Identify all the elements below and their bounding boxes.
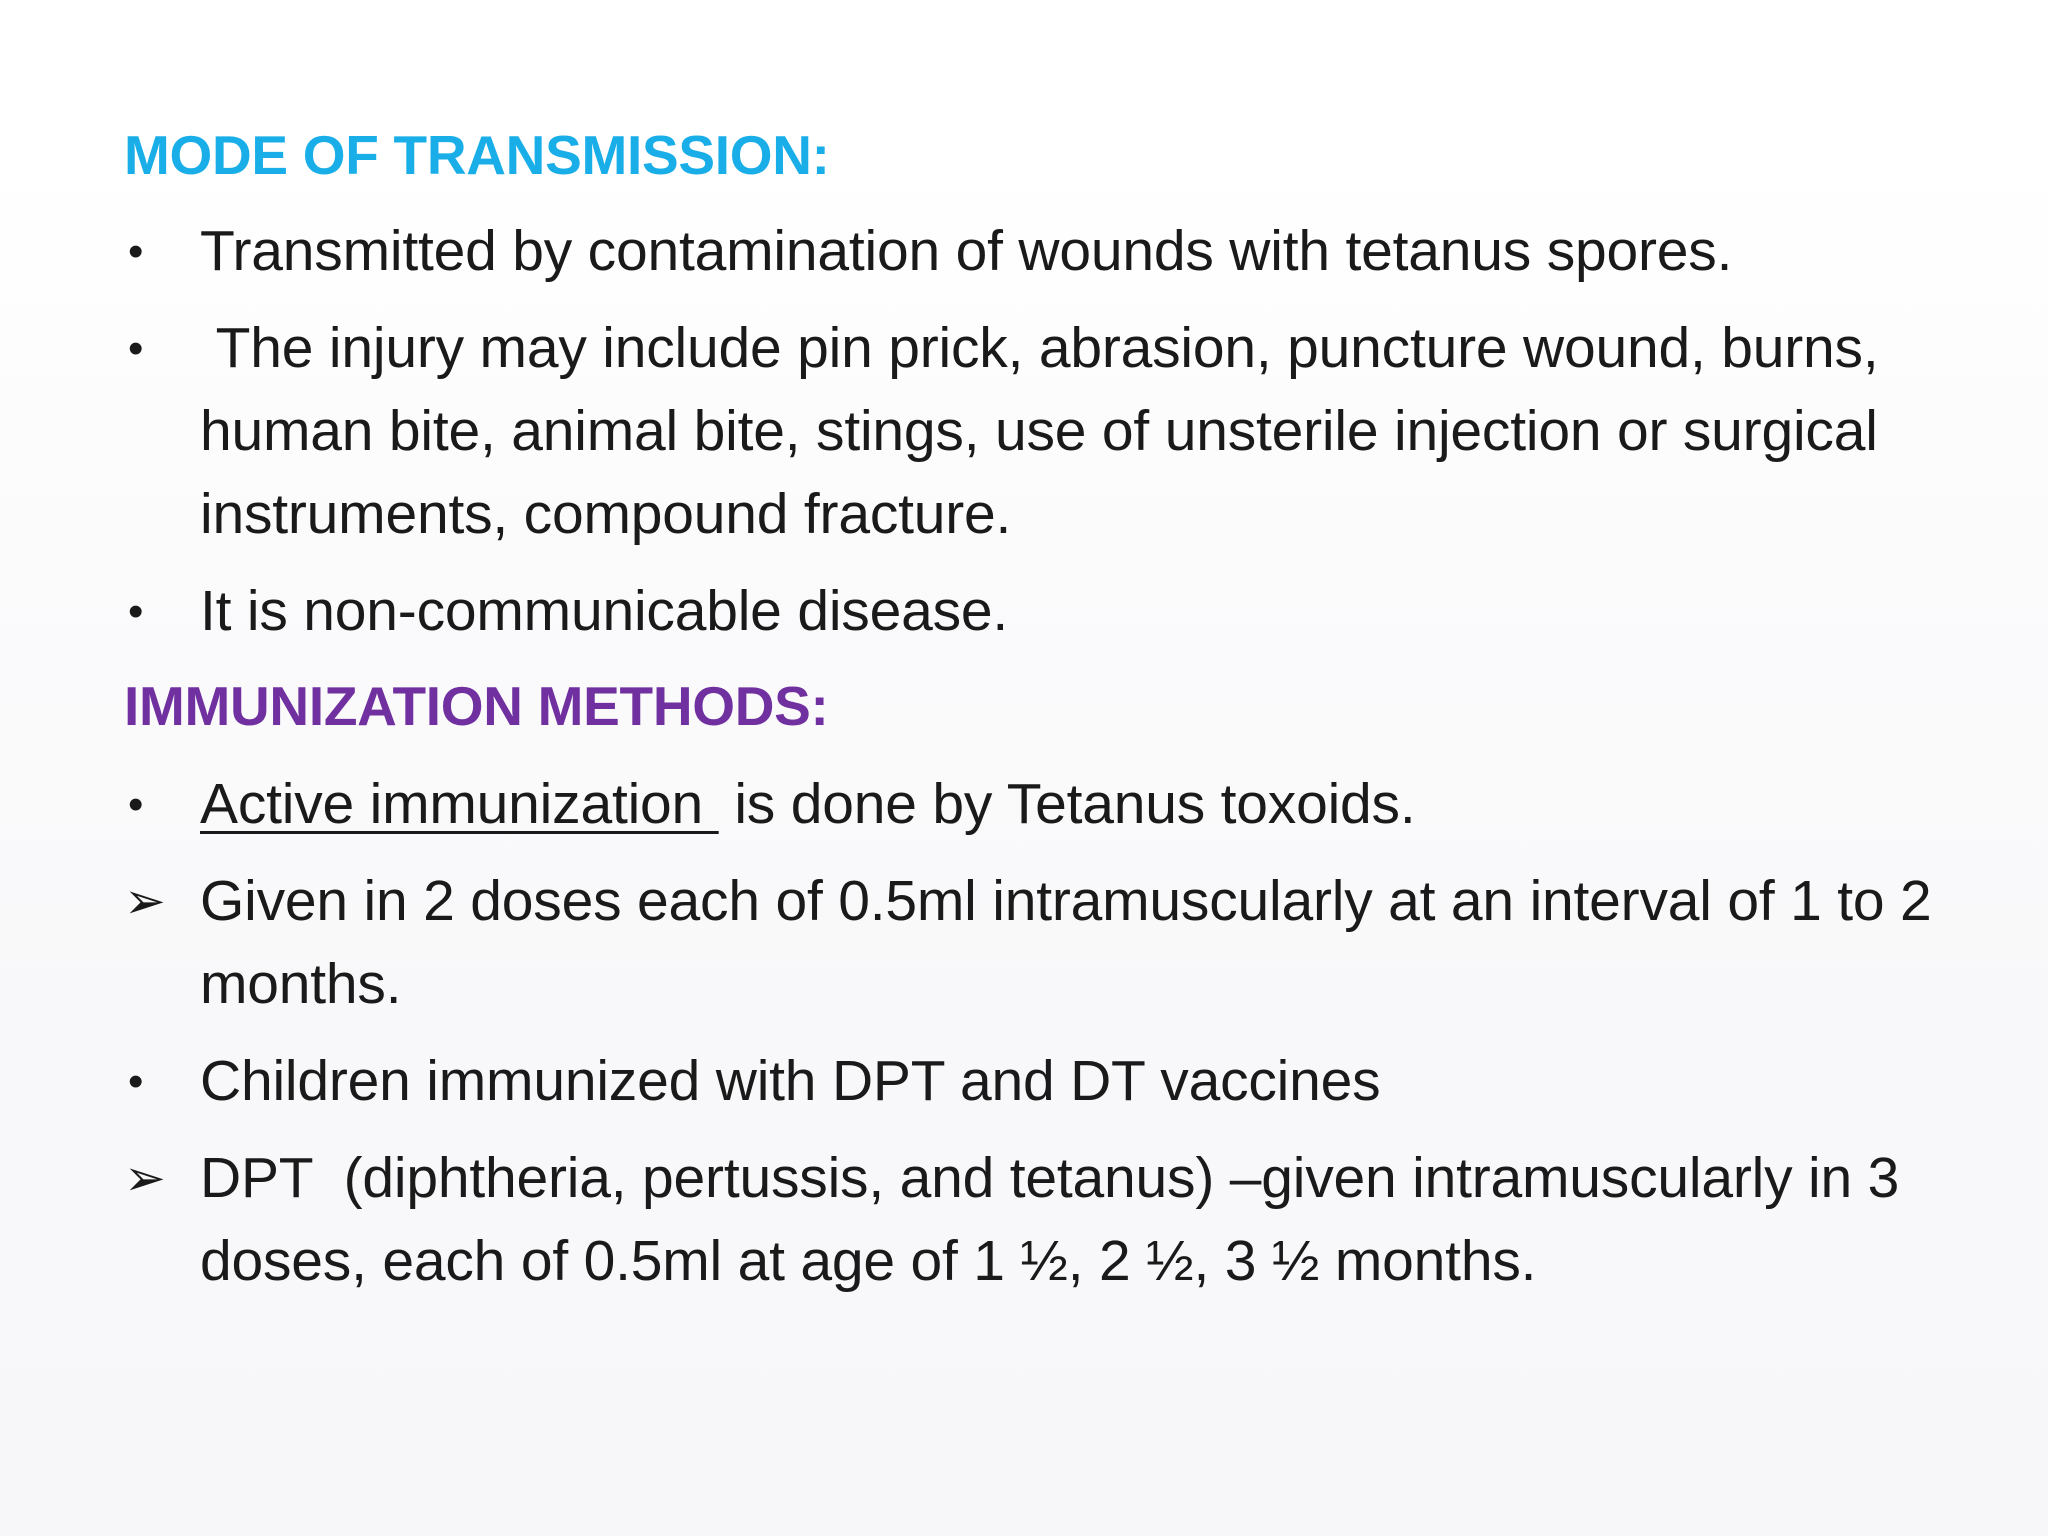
list-item-text: Children immunized with DPT and DT vaccines	[200, 1049, 1381, 1113]
list-item	[124, 763, 1944, 846]
slide-content	[124, 112, 1944, 1303]
list-item	[124, 1040, 1944, 1123]
list-item	[124, 1137, 1944, 1303]
list-item-text: is done by Tetanus toxoids.	[718, 772, 1416, 836]
bullet-icon: •	[128, 780, 144, 829]
list-item-text: Given in 2 doses each of 0.5ml intramuscularly at an interval of 1 to 2 months.	[200, 869, 1932, 1016]
heading-mode-of-transmission: MODE OF TRANSMISSION:	[124, 124, 830, 186]
list-item	[124, 307, 1944, 556]
bullet-icon: •	[128, 1057, 144, 1106]
underlined-term: Active immunization	[200, 772, 719, 836]
list-item	[124, 570, 1944, 653]
heading-immunization-methods: IMMUNIZATION METHODS:	[124, 675, 829, 737]
bullet-icon: •	[128, 227, 144, 276]
list-item-text: DPT (diphtheria, pertussis, and tetanus) –given intramuscularly in 3 doses, each of 0.5ml at age of 1 ½, 2 ½, 3 ½ months.	[200, 1146, 1915, 1293]
arrow-bullet-icon: ➢	[124, 873, 166, 929]
list-item-text: Transmitted by contamination of wounds with tetanus spores.	[200, 219, 1733, 283]
list-item-text: It is non-communicable disease.	[200, 579, 1009, 643]
bullet-icon: •	[128, 324, 144, 373]
list-item-text: The injury may include pin prick, abrasion, puncture wound, burns, human bite, animal bite, stings, use of unsterile injection or surgical instruments, compound fracture.	[200, 316, 1895, 546]
list-item	[124, 860, 1944, 1026]
bullet-icon: •	[128, 587, 144, 636]
arrow-bullet-icon: ➢	[124, 1150, 166, 1206]
list-item	[124, 210, 1944, 293]
